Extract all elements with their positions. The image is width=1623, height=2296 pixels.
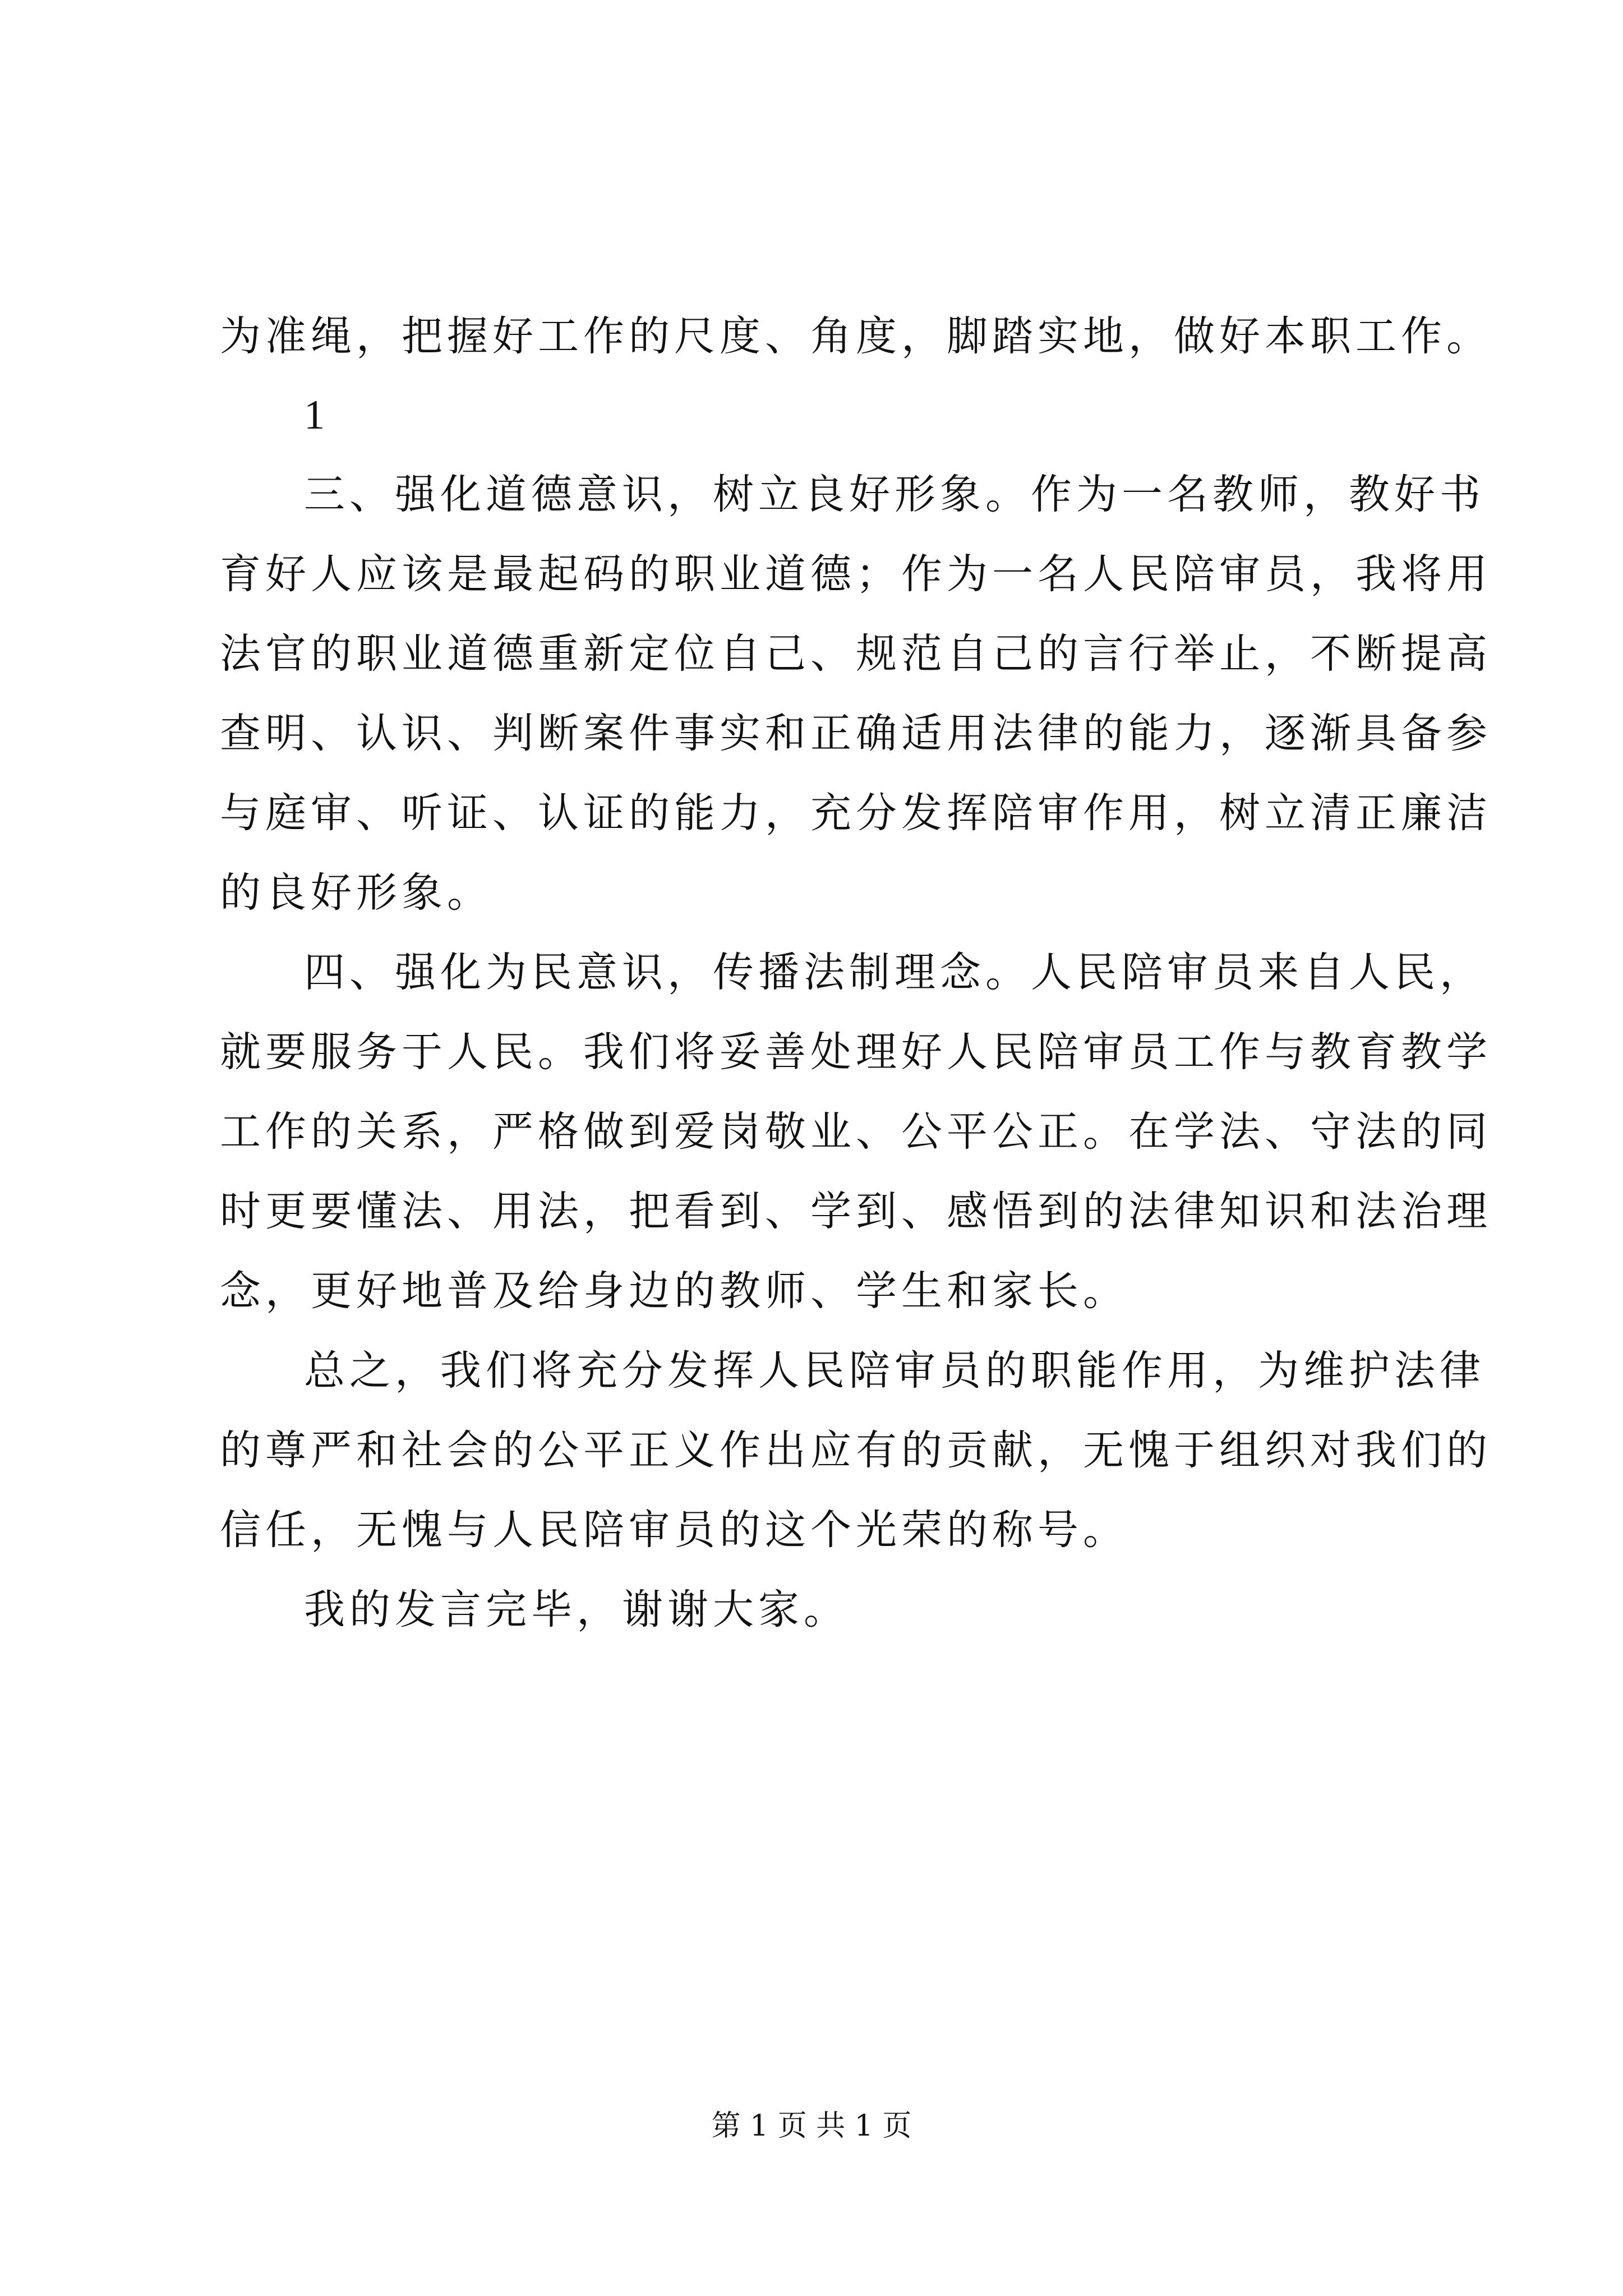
text-line: 就要服务于人民。我们将妥善处理好人民陪审员工作与教育教学 [220,1028,1492,1076]
text-line: 查明、认识、判断案件事实和正确适用法律的能力，逐渐具备参 [220,710,1492,757]
text-line: 法官的职业道德重新定位自己、规范自己的言行举止，不断提高 [220,630,1492,678]
text-line: 的尊严和社会的公平正义作出应有的贡献，无愧于组织对我们的 [220,1427,1492,1474]
paragraph-heading-line: 三、强化道德意识，树立良好形象。作为一名教师，教好书 [304,471,1485,518]
page-footer: 第 1 页 共 1 页 [711,2109,912,2143]
text-line: 的良好形象。 [220,869,492,917]
text-line: 工作的关系，严格做到爱岗敬业、公平公正。在学法、守法的同 [220,1108,1492,1156]
text-line: 信任，无愧与人民陪审员的这个光荣的称号。 [220,1506,1128,1554]
text-line: 念，更好地普及给身边的教师、学生和家长。 [220,1267,1128,1315]
text-line: 为准绳，把握好工作的尺度、角度，脚踏实地，做好本职工作。 [220,312,1492,360]
text-line: 时更要懂法、用法，把看到、学到、感悟到的法律知识和法治理 [220,1188,1492,1235]
text-line: 育好人应该是最起码的职业道德；作为一名人民陪审员，我将用 [220,550,1492,598]
text-line: 与庭审、听证、认证的能力，充分发挥陪审作用，树立清正廉洁 [220,789,1492,837]
inline-page-number: 1 [304,392,325,438]
paragraph-heading-line: 四、强化为民意识，传播法制理念。人民陪审员来自人民， [304,949,1485,996]
paragraph-first-line: 总之，我们将充分发挥人民陪审员的职能作用，为维护法律 [304,1347,1485,1395]
closing-line: 我的发言完毕，谢谢大家。 [304,1586,849,1634]
